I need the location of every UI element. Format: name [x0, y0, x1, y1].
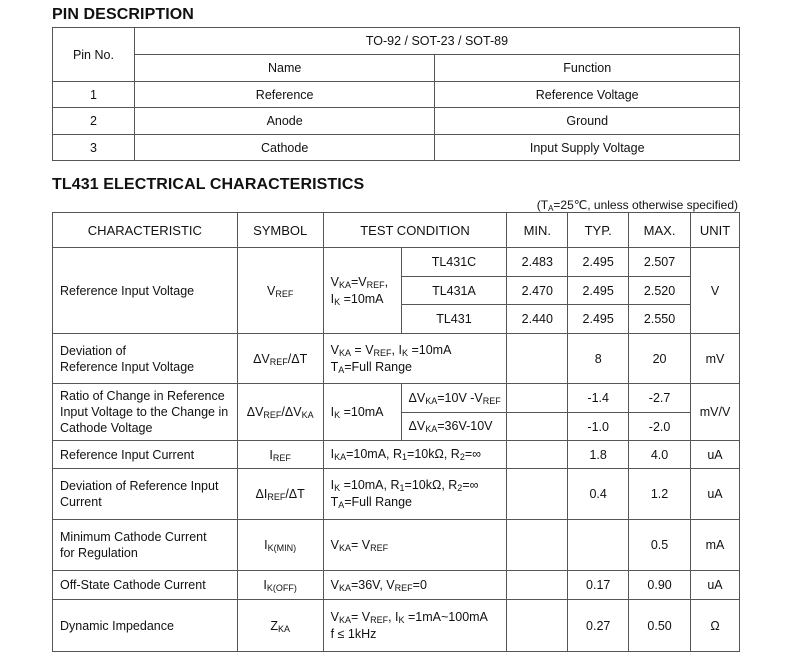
max-value: 20 [629, 334, 691, 384]
sub-condition: ΔVKA=36V-10V [401, 413, 507, 441]
unit-header: UNIT [691, 213, 740, 248]
unit: V [691, 248, 740, 334]
table-row [53, 248, 740, 277]
symbol: ΔVREF/ΔVKA [237, 384, 323, 441]
pin-number: 1 [53, 82, 135, 108]
typ-header: TYP. [568, 213, 629, 248]
typ-value: -1.4 [568, 384, 629, 413]
symbol: IK(OFF) [237, 571, 323, 600]
typ-value: 0.17 [568, 571, 629, 600]
typ-value: 2.495 [568, 277, 629, 305]
pin-name: Reference [134, 82, 435, 108]
typ-value: 2.495 [568, 305, 629, 334]
unit: Ω [691, 600, 740, 652]
characteristic: Reference Input Voltage [53, 248, 238, 334]
part-label: TL431C [401, 248, 507, 277]
min-value [507, 334, 568, 384]
test-condition: IKA=10mA, R1=10kΩ, R2=∞ [323, 441, 507, 469]
table-row [53, 108, 740, 135]
typ-value: 0.4 [568, 469, 629, 520]
test-condition: VKA= VREF [323, 520, 507, 571]
min-value: 2.470 [507, 277, 568, 305]
table-row [53, 571, 740, 600]
typ-value: 0.27 [568, 600, 629, 652]
pin-description-title: PIN DESCRIPTION [52, 6, 194, 23]
max-value: 0.5 [629, 520, 691, 571]
min-value [507, 600, 568, 652]
test-condition: VKA=36V, VREF=0 [323, 571, 507, 600]
max-value: -2.7 [629, 384, 691, 413]
min-value: 2.483 [507, 248, 568, 277]
electrical-characteristics-title: TL431 ELECTRICAL CHARACTERISTICS [52, 176, 365, 193]
min-value [507, 571, 568, 600]
test-condition: IK =10mA [323, 384, 401, 441]
max-value: 2.520 [629, 277, 691, 305]
max-value: -2.0 [629, 413, 691, 441]
min-value [507, 384, 568, 413]
pin-no-header: Pin No. [53, 28, 135, 82]
table-row [53, 334, 740, 384]
max-value: 4.0 [629, 441, 691, 469]
min-value [507, 413, 568, 441]
max-value: 1.2 [629, 469, 691, 520]
test-condition: VKA=VREF, IK =10mA [323, 248, 401, 334]
pin-name: Cathode [134, 135, 435, 161]
conditions-note: (TA=25℃, unless otherwise specified) [536, 198, 738, 213]
max-value: 2.550 [629, 305, 691, 334]
part-label: TL431A [401, 277, 507, 305]
characteristic: Dynamic Impedance [53, 600, 238, 652]
part-label: TL431 [401, 305, 507, 334]
pin-number: 2 [53, 108, 135, 135]
typ-value: -1.0 [568, 413, 629, 441]
symbol: ΔVREF/ΔT [237, 334, 323, 384]
name-header: Name [134, 55, 435, 82]
characteristic: Reference Input Current [53, 441, 238, 469]
max-header: MAX. [629, 213, 691, 248]
unit: mV/V [691, 384, 740, 441]
min-value [507, 520, 568, 571]
max-value: 2.507 [629, 248, 691, 277]
unit: uA [691, 441, 740, 469]
header-row [53, 213, 740, 248]
typ-value: 8 [568, 334, 629, 384]
symbol-header: SYMBOL [237, 213, 323, 248]
pin-function: Input Supply Voltage [435, 135, 740, 161]
table-row [53, 441, 740, 469]
table-row [53, 135, 740, 161]
max-value: 0.50 [629, 600, 691, 652]
unit: mA [691, 520, 740, 571]
table-row [53, 384, 740, 413]
symbol: IREF [237, 441, 323, 469]
max-value: 0.90 [629, 571, 691, 600]
symbol: ΔIREF/ΔT [237, 469, 323, 520]
pin-number: 3 [53, 135, 135, 161]
package-header: TO-92 / SOT-23 / SOT-89 [134, 28, 739, 55]
unit: uA [691, 571, 740, 600]
test-condition: VKA= VREF, IK =1mA~100mA f ≤ 1kHz [323, 600, 507, 652]
unit: mV [691, 334, 740, 384]
pin-function: Ground [435, 108, 740, 135]
table-row [53, 520, 740, 571]
characteristic: Minimum Cathode Current for Regulation [53, 520, 238, 571]
characteristic-header: CHARACTERISTIC [53, 213, 238, 248]
min-value: 2.440 [507, 305, 568, 334]
table-row [53, 469, 740, 520]
typ-value: 1.8 [568, 441, 629, 469]
characteristic: Deviation of Reference Input Current [53, 469, 238, 520]
table-row [53, 82, 740, 108]
characteristic: Ratio of Change in Reference Input Voltage to the Change in Cathode Voltage [53, 384, 238, 441]
symbol: ZKA [237, 600, 323, 652]
electrical-characteristics-table [52, 212, 740, 652]
characteristic: Off-State Cathode Current [53, 571, 238, 600]
test-condition: IK =10mA, R1=10kΩ, R2=∞ TA=Full Range [323, 469, 507, 520]
pin-name: Anode [134, 108, 435, 135]
min-value [507, 469, 568, 520]
min-header: MIN. [507, 213, 568, 248]
test-condition-header: TEST CONDITION [323, 213, 507, 248]
table-row [53, 600, 740, 652]
symbol: VREF [237, 248, 323, 334]
unit: uA [691, 469, 740, 520]
test-condition: VKA = VREF, IK =10mA TA=Full Range [323, 334, 507, 384]
pin-description-table [52, 27, 740, 161]
min-value [507, 441, 568, 469]
function-header: Function [435, 55, 740, 82]
typ-value: 2.495 [568, 248, 629, 277]
sub-condition: ΔVKA=10V -VREF [401, 384, 507, 413]
characteristic: Deviation of Reference Input Voltage [53, 334, 238, 384]
pin-function: Reference Voltage [435, 82, 740, 108]
symbol: IK(MIN) [237, 520, 323, 571]
typ-value [568, 520, 629, 571]
